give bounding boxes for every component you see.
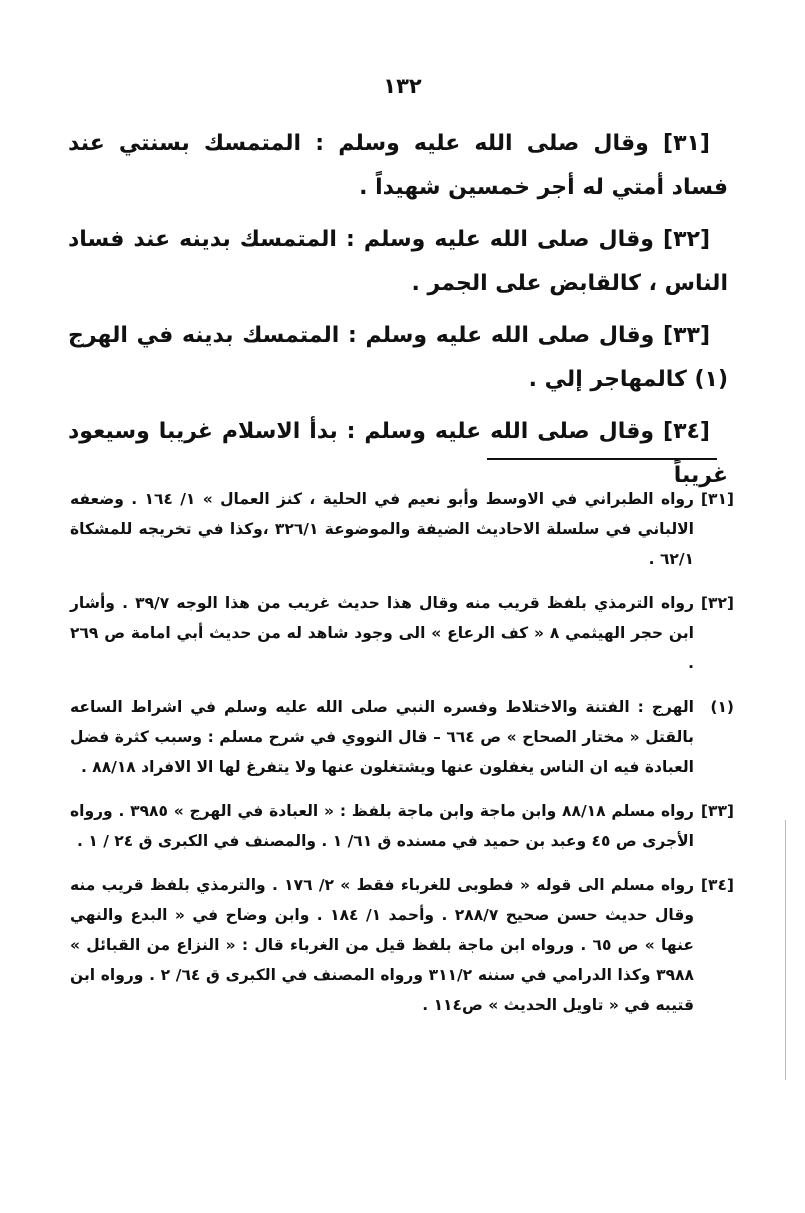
footnote-separator	[487, 458, 717, 460]
footnote-text: الهرج : الفتنة والاختلاط وفسره النبي صلى الله عليه وسلم في اشراط الساعه بالقتل « مختار الصحاح » ص ٦٦٤ – قال النووي في شرح مسلم : وسبب كثرة فضل العبادة فيه ان الناس يغفلون عنها ويشتغلون عنها ولا يتفرغ لها الا الافراد ٨٨/١٨ .	[70, 698, 694, 776]
footnote-ref: [٣١]	[700, 490, 734, 508]
footnote-text: رواه الطبراني في الاوسط وأبو نعيم في الحلية ، كنز العمال » ١/ ١٦٤ . وضعفه الالباني في سلسلة الاحاديث الضيفة والموضوعة ٣٢٦/١ ،وكذا في تخريجه للمشكاة ٦٢/١ .	[70, 490, 694, 568]
footnotes	[70, 484, 734, 1034]
main-paragraph-31	[68, 122, 728, 210]
footnote-ref: [٣٤]	[700, 876, 734, 894]
footnote-ref: [٣٢]	[700, 594, 734, 612]
page-number: ١٣٢	[383, 74, 422, 98]
footnote-32	[70, 588, 734, 678]
hadith-text: وقال صلى الله عليه وسلم : المتمسك بدينه عند فساد الناس ، كالقابض على الجمر .	[68, 227, 728, 296]
main-text	[68, 122, 728, 498]
main-paragraph-32	[68, 218, 728, 306]
main-paragraph-33	[68, 314, 728, 402]
footnote-ref: [٣٣]	[700, 802, 734, 820]
footnote-34	[70, 870, 734, 1020]
hadith-ref: [٣١]	[663, 131, 710, 156]
footnote-text: رواه مسلم ٨٨/١٨ وابن ماجة وابن ماجة بلفظ : « العبادة في الهرج » ٣٩٨٥ . ورواه الأجرى ص ٤٥ وعبد بن حميد في مسنده ق ٦١/ ١ . والمصنف في الكبرى ق ٢٤ / ١ .	[70, 802, 694, 850]
hadith-ref: [٣٢]	[663, 227, 710, 252]
footnote-text: رواه مسلم الى قوله « فطوبى للغرباء فقط » ٢/ ١٧٦ . والترمذي بلفظ قريب منه وقال حديث حسن صحيح ٢٨٨/٧ . وأحمد ١/ ١٨٤ . وابن وضاح في « البدع والنهي عنها » ص ٦٥ . ورواه ابن ماجة بلفظ قيل من الغرباء قال : « النزاع من القبائل » ٣٩٨٨ وكذا الدرامي في سننه ٣١١/٢ ورواه المصنف في الكبرى ق ٦٤/ ٢ . ورواه ابن قتيبه في « تاويل الحديث » ص١١٤ .	[70, 876, 694, 1014]
footnote-31	[70, 484, 734, 574]
footnote-1	[70, 692, 734, 782]
hadith-text: وقال صلى الله عليه وسلم : المتمسك بسنتي عند فساد أمتي له أجر خمسين شهيداً .	[68, 131, 728, 200]
scan-edge-line	[785, 820, 786, 1080]
hadith-ref: [٣٣]	[663, 323, 710, 348]
footnote-ref: (١)	[710, 698, 734, 716]
hadith-text: وقال صلى الله عليه وسلم : المتمسك بدينه في الهرج (١) كالمهاجر إلي .	[68, 323, 728, 392]
hadith-ref: [٣٤]	[663, 419, 710, 444]
footnote-33	[70, 796, 734, 856]
hadith-text: وقال صلى الله عليه وسلم : بدأ الاسلام غريبا وسيعود غريباً	[68, 419, 728, 488]
footnote-text: رواه الترمذي بلفظ قريب منه وقال هذا حديث غريب من هذا الوجه ٣٩/٧ . وأشار ابن حجر الهيثمي ٨ « كف الرعاع » الى وجود شاهد له من حديث أبي امامة ص ٢٦٩ .	[70, 594, 694, 672]
